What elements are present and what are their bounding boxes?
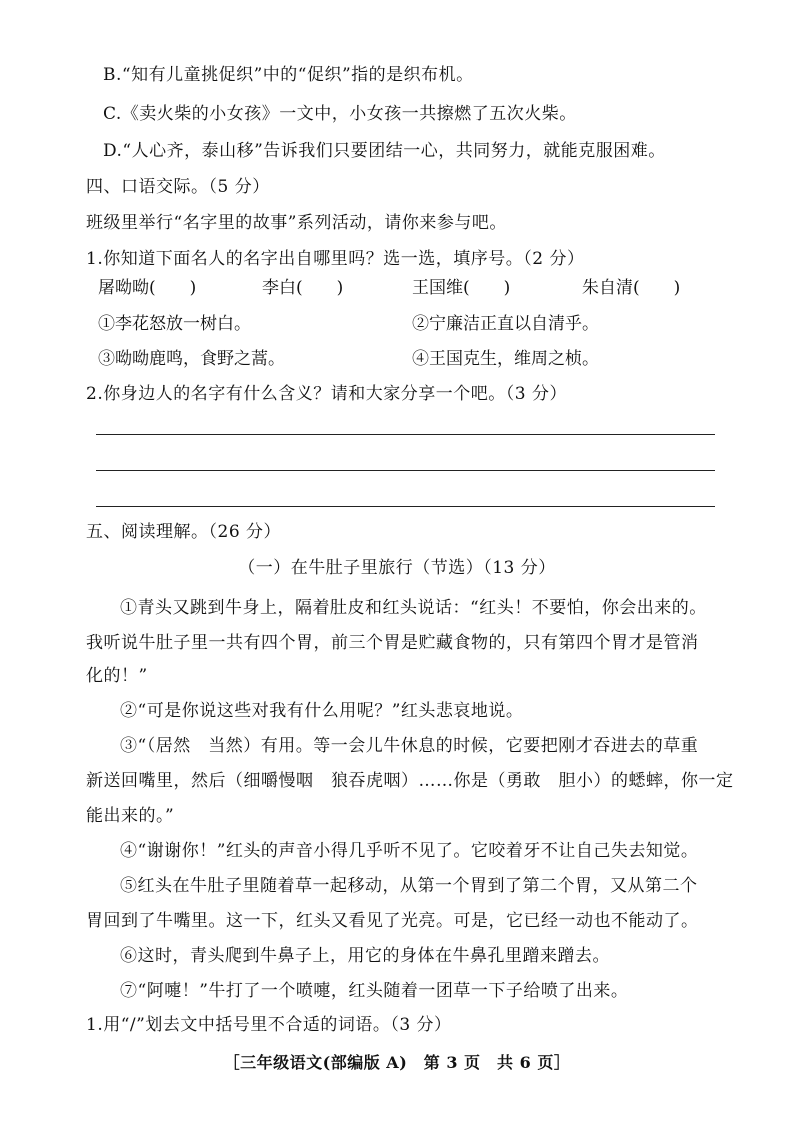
option-1: ①李花怒放一树白。 — [98, 314, 251, 334]
passage-line: ⑤红头在牛肚子里随着草一起移动，从第一个胃到了第二个胃，又从第二个 — [120, 876, 698, 896]
passage-line: 能出来的。” — [86, 806, 175, 826]
option-4: ④王国克生，维周之桢。 — [412, 349, 599, 369]
option-2: ②宁廉洁正直以自清乎。 — [412, 314, 599, 334]
section-heading-oral: 四、口语交际。（5 分） — [86, 177, 270, 197]
passage-line: ⑦“阿嚏！”牛打了一个喷嚏，红头随着一团草一下子给喷了出来。 — [120, 981, 629, 1001]
choice-b: B.“知有儿童挑促织”中的“促织”指的是织布机。 — [103, 65, 474, 85]
passage-title: （一）在牛肚子里旅行（节选）（13 分） — [238, 558, 556, 578]
name-slot-tu-youyou[interactable]: 屠呦呦( ) — [98, 278, 197, 298]
answer-line[interactable] — [96, 434, 715, 435]
name-slot-wang-guowei[interactable]: 王国维( ) — [412, 278, 511, 298]
section-intro: 班级里举行“名字里的故事”系列活动，请你来参与吧。 — [86, 213, 507, 233]
option-3: ③呦呦鹿鸣，食野之蒿。 — [98, 349, 285, 369]
section-heading-reading: 五、阅读理解。（26 分） — [86, 522, 282, 542]
question-2: 2.你身边人的名字有什么含义？请和大家分享一个吧。（3 分） — [86, 384, 567, 404]
passage-line: 新送回嘴里，然后（细嚼慢咽 狼吞虎咽）……你是（勇敢 胆小）的蟋蟀，你一定 — [86, 771, 734, 791]
passage-line: ②“可是你说这些对我有什么用呢？”红头悲哀地说。 — [120, 701, 524, 721]
answer-line[interactable] — [96, 470, 715, 471]
answer-line[interactable] — [96, 506, 715, 507]
choice-d: D.“人心齐，泰山移”告诉我们只要团结一心，共同努力，就能克服困难。 — [103, 141, 666, 161]
name-slot-li-bai[interactable]: 李白( ) — [262, 278, 344, 298]
question-1: 1.你知道下面名人的名字出自哪里吗？选一选，填序号。（2 分） — [86, 249, 585, 269]
passage-line: 我听说牛肚子里一共有四个胃，前三个胃是贮藏食物的，只有第四个胃才是管消 — [86, 633, 699, 653]
name-slot-zhu-ziqing[interactable]: 朱自清( ) — [582, 278, 681, 298]
passage-line: ⑥这时，青头爬到牛鼻子上，用它的身体在牛鼻孔里蹭来蹭去。 — [120, 946, 610, 966]
reading-question-1: 1.用“/”划去文中括号里不合适的词语。（3 分） — [86, 1015, 452, 1035]
choice-c: C.《卖火柴的小女孩》一文中，小女孩一共擦燃了五次火柴。 — [103, 104, 577, 124]
passage-line: 化的！” — [86, 666, 148, 686]
passage-line: 胃回到了牛嘴里。这一下，红头又看见了光亮。可是，它已经一动也不能动了。 — [86, 911, 699, 931]
page-footer: ［三年级语文(部编版 A) 第 3 页 共 6 页］ — [223, 1053, 571, 1072]
passage-line: ①青头又跳到牛身上，隔着肚皮和红头说话：“红头！不要怕，你会出来的。 — [120, 598, 707, 618]
passage-line: ③“（居然 当然）有用。等一会儿牛休息的时候，它要把刚才吞进去的草重 — [120, 736, 699, 756]
passage-line: ④“谢谢你！”红头的声音小得几乎听不见了。它咬着牙不让自己失去知觉。 — [120, 841, 699, 861]
